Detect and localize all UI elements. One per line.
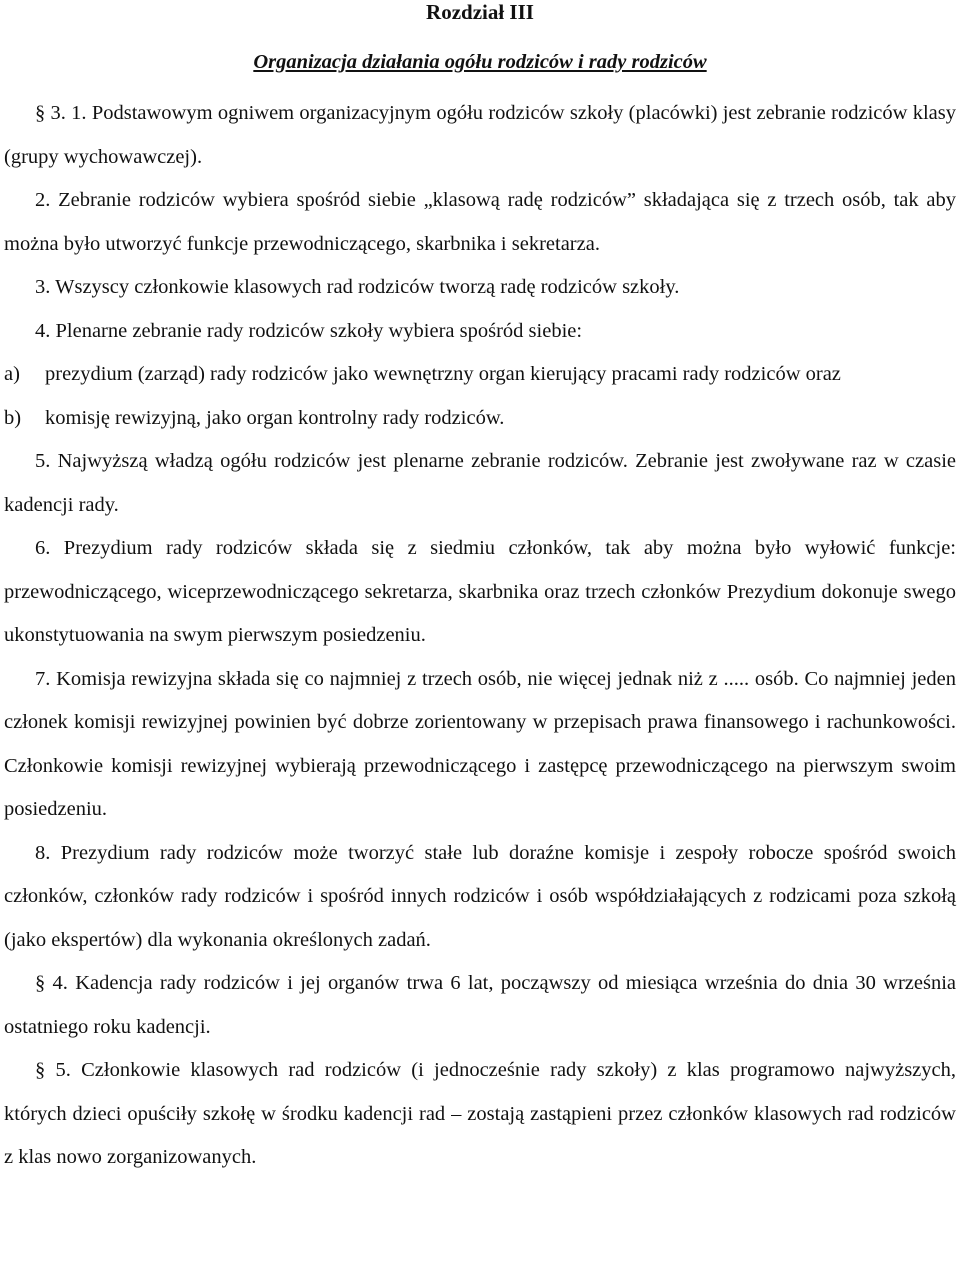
paragraph-3-3: 3. Wszyscy członkowie klasowych rad rodziców tworzą radę rodziców szkoły.: [35, 276, 680, 298]
paragraph-3-8: 8. Prezydium rady rodziców może tworzyć stałe lub doraźne komisje i zespoły robocze spośród swoich członków, członków rady rodziców i spośród innych rodziców i osób współdziałających z rodzicami poza szkołą (jako ekspertów) dla wykonania określonych zadań.: [4, 841, 956, 951]
paragraph-3-5: 5. Najwyższą władzą ogółu rodziców jest plenarne zebranie rodziców. Zebranie jest zwoływane raz w czasie kadencji rady.: [4, 450, 956, 516]
document-page: [4, 0, 956, 1180]
paragraph-3-7: 7. Komisja rewizyjna składa się co najmniej z trzech osób, nie więcej jednak niż z ..... osób. Co najmniej jeden członek komisji rewizyjnej powinien być dobrze zorientowany w przepisach prawa finansowego i rachunkowości. Członkowie komisji rewizyjnej wybierają przewodniczącego i zastępcę przewodniczącego na pierwszym swoim posiedzeniu.: [4, 667, 956, 820]
chapter-title: Rozdział III: [426, 0, 534, 24]
paragraph-3-1: § 3. 1. Podstawowym ogniwem organizacyjnym ogółu rodziców szkoły (placówki) jest zebranie rodziców klasy (grupy wychowawczej).: [4, 102, 956, 168]
list-text-b: komisję rewizyjną, jako organ kontrolny rady rodziców.: [45, 406, 505, 429]
list-marker-b: b): [4, 406, 22, 429]
list-marker-a: a): [4, 363, 20, 385]
section-title: Organizacja działania ogółu rodziców i rady rodziców: [253, 51, 707, 73]
paragraph-3-6: 6. Prezydium rady rodziców składa się z siedmiu członków, tak aby można było wyłowić funkcje: przewodniczącego, wiceprzewodniczącego sekretarza, skarbnika oraz trzech członków Prezydium dokonuje swego ukonstytuowania na swym pierwszym posiedzeniu.: [4, 537, 956, 646]
paragraph-4: § 4. Kadencja rady rodziców i jej organów trwa 6 lat, począwszy od miesiąca września do dnia 30 września ostatniego roku kadencji.: [4, 972, 956, 1038]
paragraph-3-4: 4. Plenarne zebranie rady rodziców szkoły wybiera spośród siebie:: [35, 319, 583, 342]
paragraph-5: § 5. Członkowie klasowych rad rodziców (i jednocześnie rady szkoły) z klas programowo najwyższych, których dzieci opuściły szkołę w środku kadencji rad – zostają zastąpieni przez członków klasowych rad rodziców z klas nowo zorganizowanych.: [4, 1059, 956, 1168]
list-item-b: [4, 397, 956, 441]
list-item-a: [4, 353, 956, 397]
paragraph-3-2: 2. Zebranie rodziców wybiera spośród siebie „klasową radę rodziców” składająca się z trzech osób, tak aby można było utworzyć funkcje przewodniczącego, skarbnika i sekretarza.: [4, 189, 956, 255]
list-text-a: prezydium (zarząd) rady rodziców jako wewnętrzny organ kierujący pracami rady rodziców oraz: [45, 363, 841, 385]
